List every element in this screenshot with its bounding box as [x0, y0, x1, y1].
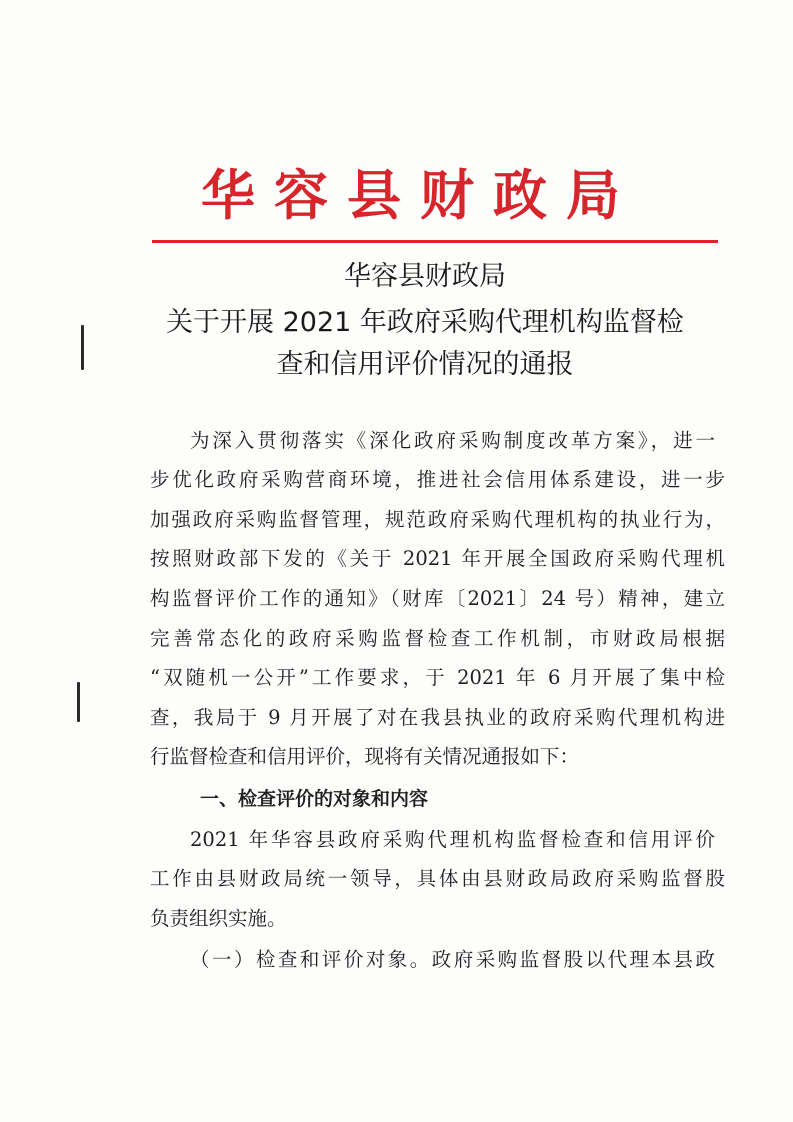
document-title-line-1: 华容县财政局 — [344, 261, 506, 292]
section1-line: 2021 年华容县政府采购代理机构监督检查和信用评价 — [190, 828, 715, 851]
intro-line: 查，我局于 9 月开展了对在我县执业的政府采购代理机构进 — [150, 706, 725, 729]
document-title-line-2: 关于开展 2021 年政府采购代理机构监督检 — [166, 307, 684, 338]
intro-line: “双随机一公开”工作要求，于 2021 年 6 月开展了集中检 — [150, 666, 725, 689]
binding-mark — [77, 682, 80, 722]
document-title-line-3: 查和信用评价情况的通报 — [276, 349, 574, 380]
intro-line: 完善常态化的政府采购监督检查工作机制，市财政局根据 — [150, 627, 725, 650]
letterhead-red-rule — [152, 240, 718, 243]
section1-line: 负责组织实施。 — [150, 907, 287, 930]
intro-line: 行监督检查和信用评价，现将有关情况通报如下： — [150, 745, 580, 768]
binding-mark — [81, 325, 84, 370]
intro-line: 为深入贯彻落实《深化政府采购制度改革方案》，进一 — [190, 429, 715, 452]
subsection-line: （一）检查和评价对象。政府采购监督股以代理本县政 — [190, 948, 715, 971]
intro-line: 步优化政府采购营商环境，推进社会信用体系建设，进一步 — [150, 468, 725, 491]
section1-line: 工作由县财政局统一领导，具体由县财政局政府采购监督股 — [150, 867, 725, 890]
intro-line: 构监督评价工作的通知》（财库〔2021〕24 号）精神，建立 — [150, 587, 725, 610]
letterhead-title: 华容县财政局 — [201, 163, 639, 227]
section-heading: 一、检查评价的对象和内容 — [200, 788, 429, 810]
intro-line: 加强政府采购监督管理，规范政府采购代理机构的执业行为， — [150, 508, 725, 531]
intro-line: 按照财政部下发的《关于 2021 年开展全国政府采购代理机 — [150, 547, 725, 570]
